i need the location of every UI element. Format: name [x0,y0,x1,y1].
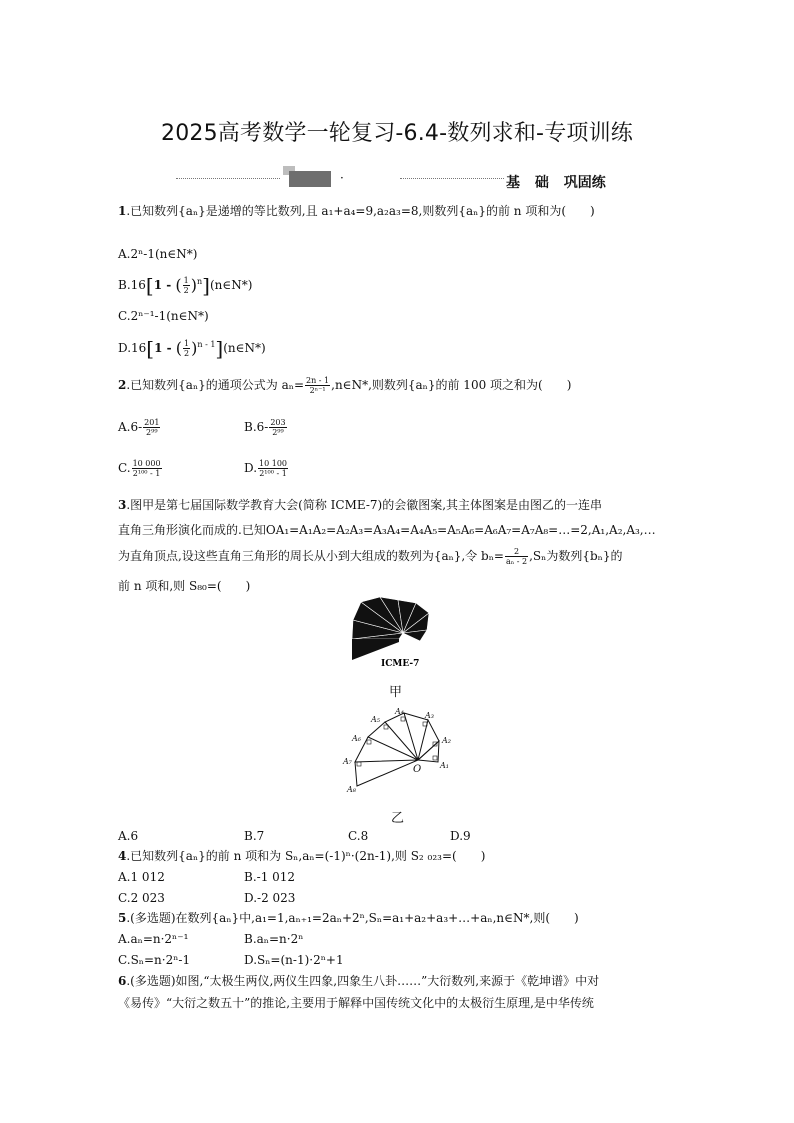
icme-logo-text: ICME-7 [381,659,420,668]
question-2-number: 2 [118,378,127,392]
label-origin: O [413,764,422,775]
label-a3: A₃ [425,711,434,720]
question-5-option-d: D.Sₙ=(n-1)·2ⁿ+1 [244,953,344,967]
question-5-number: 5 [118,911,127,925]
banner-decor-bar [289,171,331,187]
section-label: 基 础 巩固练 [506,175,606,191]
question-4-option-a: A.1 012 [118,870,165,884]
question-3-option-c: C.8 [348,829,369,843]
question-5-option-a: A.aₙ=n·2ⁿ⁻¹ [118,932,189,946]
question-5-option-b: B.aₙ=n·2ⁿ [244,932,304,946]
question-1-stem [118,203,595,219]
icme7-logo-figure [345,596,451,668]
banner-dot: · [340,171,344,185]
question-3-option-b: B.7 [244,829,265,843]
question-3-line-1: 3.图甲是第七届国际数学教育大会(简称 ICME-7)的会徽图案,其主体图案是由图乙的一连串 [118,498,603,512]
question-3-number: 3 [118,498,127,512]
question-3-line-2: 直角三角形演化而成的.已知OA₁=A₁A₂=A₂A₃=A₃A₄=A₄A₅=A₅A₆=A₆A₇=A₇A₈=…=2,A₁,A₂,A₃,… [118,523,656,537]
page-title: 2025高考数学一轮复习-6.4-数列求和-专项训练 [161,121,633,146]
question-4-option-b: B.-1 012 [244,870,296,884]
question-2-option-b: B.6- $\frac{203}{\text{2⁹⁹}}$ [244,418,286,437]
figure-jia-caption: 甲 [389,685,403,700]
figure-yi-caption: 乙 [391,811,405,826]
question-4-option-c: C.2 023 [118,891,165,905]
label-a1: A₁ [440,761,449,770]
banner-dotted-line-right [400,178,504,179]
question-5-option-c: C.Sₙ=n·2ⁿ-1 [118,953,191,967]
label-a8: A₈ [347,785,356,794]
question-2-stem: 2.已知数列{aₙ}的通项公式为 aₙ= $\frac{2n - 1}{\text{2ⁿ⁻¹}}$ ,n∈N*,则数列{aₙ}的前 100 项之和为( ) [118,376,572,395]
half-fraction: $\frac{1}{2}$ [184,339,190,358]
question-3-line-4: 前 n 项和,则 S₈₀=( ) [118,579,251,593]
question-3-line-3: 为直角顶点,设这些直角三角形的周长从小到大组成的数列为{aₙ},令 bₙ= $\frac{2}{\text{aₙ - 2}}$ ,Sₙ为数列{bₙ}的 [118,547,623,566]
question-2-option-a: A.6- $\frac{201}{\text{2⁹⁹}}$ [118,418,160,437]
question-5-stem: 5.(多选题)在数列{aₙ}中,a₁=1,aₙ₊₁=2aₙ+2ⁿ,Sₙ=a₁+a₂+a₃+…+aₙ,n∈N*,则( ) [118,911,579,925]
question-3-option-d: D.9 [450,829,471,843]
banner-dotted-line-left [176,178,280,179]
question-1-text: .已知数列{aₙ}是递增的等比数列,且 a₁+a₄=9,a₂a₃=8,则数列{aₙ}的前 n 项和为( ) [126,204,595,218]
label-a5: A₅ [371,715,380,724]
label-a4: A₄ [395,707,404,716]
question-3-option-a: A.6 [118,829,139,843]
question-6-number: 6 [118,974,127,988]
question-6-line-1: 6.(多选题)如图,“太极生两仪,两仪生四象,四象生八卦……”大衍数列,来源于《乾坤谱》中对 [118,974,600,988]
question-1-option-d: D.16[1 - ( $\frac{1}{2}$ )$^{n - 1}$](n∈N*) [118,336,266,361]
question-1-number: 1 [118,204,127,218]
question-4-number: 4 [118,849,127,863]
question-2-option-c: C. $\frac{10 000}{\text{2¹⁰⁰ - 1}}$ [118,459,161,478]
question-6-line-2: 《易传》“大衍之数五十”的推论,主要用于解释中国传统文化中的太极衍生原理,是中华传统 [118,996,594,1010]
label-a2: A₂ [442,736,451,745]
triangle-spiral-figure [338,700,458,798]
half-fraction: $\frac{1}{2}$ [183,276,189,295]
general-term-fraction: $\frac{2n - 1}{\text{2ⁿ⁻¹}}$ [306,376,330,395]
question-2-option-d: D. $\frac{10 100}{\text{2¹⁰⁰ - 1}}$ [244,459,288,478]
question-1-option-c: C.2ⁿ⁻¹-1(n∈N*) [118,309,209,323]
label-a7: A₇ [343,757,352,766]
section-banner [0,166,794,194]
label-a6: A₆ [352,734,361,743]
question-1-option-b: B.16[1 - ( $\frac{1}{2}$ )$^n$](n∈N*) [118,273,253,298]
question-4-option-d: D.-2 023 [244,891,296,905]
question-1-option-a: A.2ⁿ-1(n∈N*) [118,247,198,261]
question-4-stem: 4.已知数列{aₙ}的前 n 项和为 Sₙ,aₙ=(-1)ⁿ·(2n-1),则 S₂ ₀₂₃=( ) [118,849,486,863]
